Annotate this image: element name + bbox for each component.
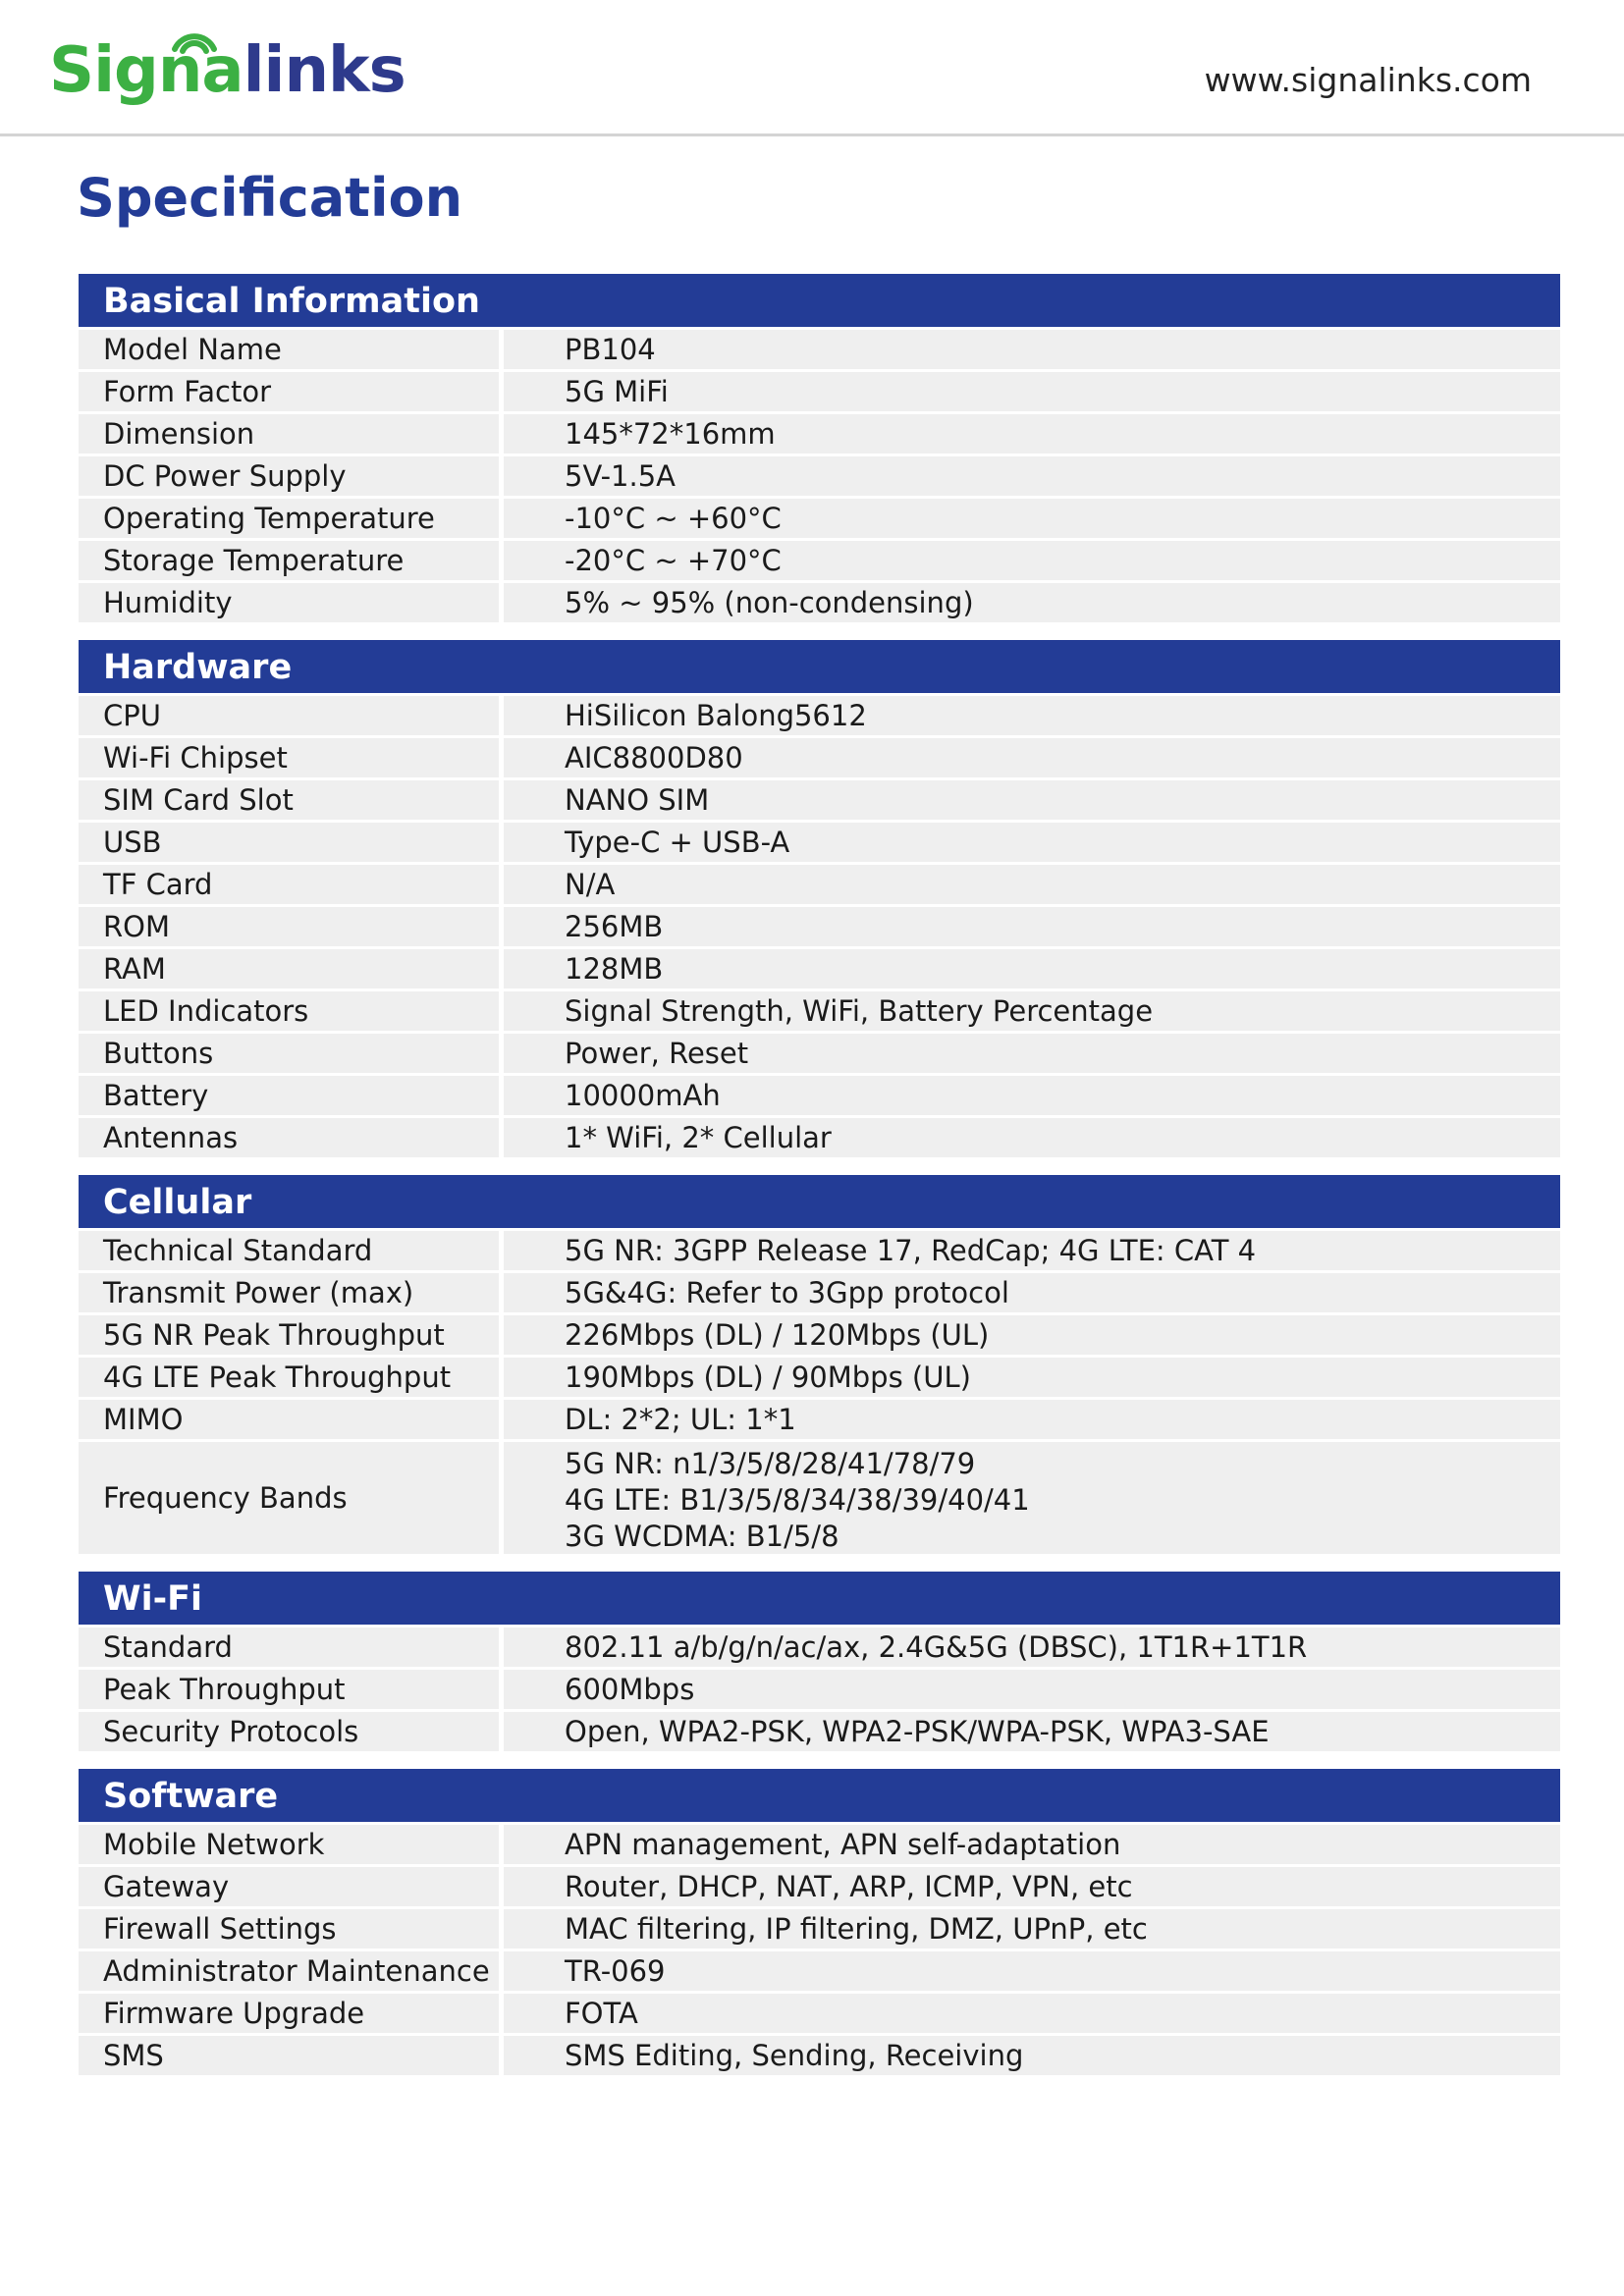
spec-row [79,1994,1560,2033]
spec-row [79,1628,1560,1667]
spec-value: Type-C + USB-A [504,823,1560,862]
spec-value: 128MB [504,949,1560,988]
spec-value: FOTA [504,1994,1560,2033]
spec-label: Form Factor [79,372,499,411]
spec-label: Administrator Maintenance [79,1951,499,1991]
spec-value: 145*72*16mm [504,414,1560,454]
spec-value: DL: 2*2; UL: 1*1 [504,1400,1560,1439]
spec-value: -20°C ~ +70°C [504,541,1560,580]
spec-row [79,1034,1560,1073]
spec-row [79,1358,1560,1397]
spec-value: -10°C ~ +60°C [504,499,1560,538]
section-header: Basical Information [79,274,1560,327]
spec-label: USB [79,823,499,862]
spec-value: N/A [504,865,1560,904]
spec-row [79,456,1560,496]
spec-value: AIC8800D80 [504,738,1560,777]
spec-row [79,865,1560,904]
spec-row [79,1231,1560,1270]
spec-value: Open, WPA2-PSK, WPA2-PSK/WPA-PSK, WPA3-SAE [504,1712,1560,1751]
spec-label: RAM [79,949,499,988]
spec-value: 190Mbps (DL) / 90Mbps (UL) [504,1358,1560,1397]
spec-value-line: 4G LTE: B1/3/5/8/34/38/39/40/41 [565,1483,1030,1517]
spec-value: SMS Editing, Sending, Receiving [504,2036,1560,2075]
spec-label: ROM [79,907,499,946]
section-header: Cellular [79,1175,1560,1228]
spec-label: Firewall Settings [79,1909,499,1949]
signalinks-logo [49,22,406,120]
spec-label: Operating Temperature [79,499,499,538]
spec-table [79,274,1560,2093]
section-wi-fi [79,1572,1560,1751]
spec-label: Storage Temperature [79,541,499,580]
spec-label: LED Indicators [79,991,499,1031]
section-header: Wi-Fi [79,1572,1560,1625]
section-header: Hardware [79,640,1560,693]
spec-label: DC Power Supply [79,456,499,496]
spec-value: Power, Reset [504,1034,1560,1073]
spec-value: Router, DHCP, NAT, ARP, ICMP, VPN, etc [504,1867,1560,1906]
spec-value: TR-069 [504,1951,1560,1991]
spec-row [79,991,1560,1031]
spec-label: 4G LTE Peak Throughput [79,1358,499,1397]
spec-value: 5G MiFi [504,372,1560,411]
spec-label: 5G NR Peak Throughput [79,1315,499,1355]
spec-row [79,696,1560,735]
spec-label: Model Name [79,330,499,369]
spec-value-line: 3G WCDMA: B1/5/8 [565,1520,839,1553]
spec-label: Standard [79,1628,499,1667]
spec-row [79,499,1560,538]
website-url[interactable]: www.signalinks.com [1204,61,1532,99]
spec-value: 226Mbps (DL) / 120Mbps (UL) [504,1315,1560,1355]
spec-value: 1* WiFi, 2* Cellular [504,1118,1560,1157]
spec-label: TF Card [79,865,499,904]
spec-row [79,780,1560,820]
spec-row [79,1670,1560,1709]
spec-row [79,541,1560,580]
spec-label: Dimension [79,414,499,454]
spec-value: Signal Strength, WiFi, Battery Percentage [504,991,1560,1031]
spec-row [79,1825,1560,1864]
section-hardware [79,640,1560,1157]
spec-label: Transmit Power (max) [79,1273,499,1312]
spec-row [79,738,1560,777]
spec-value: NANO SIM [504,780,1560,820]
spec-label: Antennas [79,1118,499,1157]
spec-value: 5G NR: 3GPP Release 17, RedCap; 4G LTE: CAT 4 [504,1231,1560,1270]
spec-row [79,1909,1560,1949]
spec-label: SIM Card Slot [79,780,499,820]
spec-label: CPU [79,696,499,735]
spec-value-line: 5G NR: n1/3/5/8/28/41/78/79 [565,1447,976,1480]
section-cellular [79,1175,1560,1554]
spec-row [79,1442,1560,1554]
spec-label: Wi-Fi Chipset [79,738,499,777]
spec-label: Gateway [79,1867,499,1906]
spec-row [79,1273,1560,1312]
spec-label: Technical Standard [79,1231,499,1270]
spec-label: Mobile Network [79,1825,499,1864]
spec-value: 256MB [504,907,1560,946]
spec-row [79,907,1560,946]
spec-label: Frequency Bands [79,1442,499,1554]
spec-row [79,583,1560,622]
page-header [0,0,1624,136]
spec-row [79,1076,1560,1115]
spec-row [79,1315,1560,1355]
spec-label: Security Protocols [79,1712,499,1751]
spec-label: MIMO [79,1400,499,1439]
spec-row [79,823,1560,862]
spec-value: 600Mbps [504,1670,1560,1709]
section-software [79,1769,1560,2075]
spec-value: APN management, APN self-adaptation [504,1825,1560,1864]
spec-row [79,372,1560,411]
section-basical-information [79,274,1560,622]
spec-row [79,330,1560,369]
spec-row [79,1400,1560,1439]
spec-value [504,1442,1560,1554]
spec-row [79,2036,1560,2075]
spec-row [79,949,1560,988]
spec-value: 5V-1.5A [504,456,1560,496]
spec-label: Humidity [79,583,499,622]
spec-value: HiSilicon Balong5612 [504,696,1560,735]
spec-value: PB104 [504,330,1560,369]
spec-value: 5G&4G: Refer to 3Gpp protocol [504,1273,1560,1312]
spec-value: MAC filtering, IP filtering, DMZ, UPnP, etc [504,1909,1560,1949]
spec-value: 802.11 a/b/g/n/ac/ax, 2.4G&5G (DBSC), 1T1R+1T1R [504,1628,1560,1667]
spec-row [79,1712,1560,1751]
spec-value: 5% ~ 95% (non-condensing) [504,583,1560,622]
spec-label: SMS [79,2036,499,2075]
spec-label: Firmware Upgrade [79,1994,499,2033]
spec-row [79,1118,1560,1157]
page-title: Specification [77,167,463,229]
spec-label: Buttons [79,1034,499,1073]
spec-value: 10000mAh [504,1076,1560,1115]
section-header: Software [79,1769,1560,1822]
spec-label: Battery [79,1076,499,1115]
spec-row [79,414,1560,454]
spec-row [79,1867,1560,1906]
spec-row [79,1951,1560,1991]
spec-label: Peak Throughput [79,1670,499,1709]
logo-wordmark: Signalinks [49,34,406,107]
